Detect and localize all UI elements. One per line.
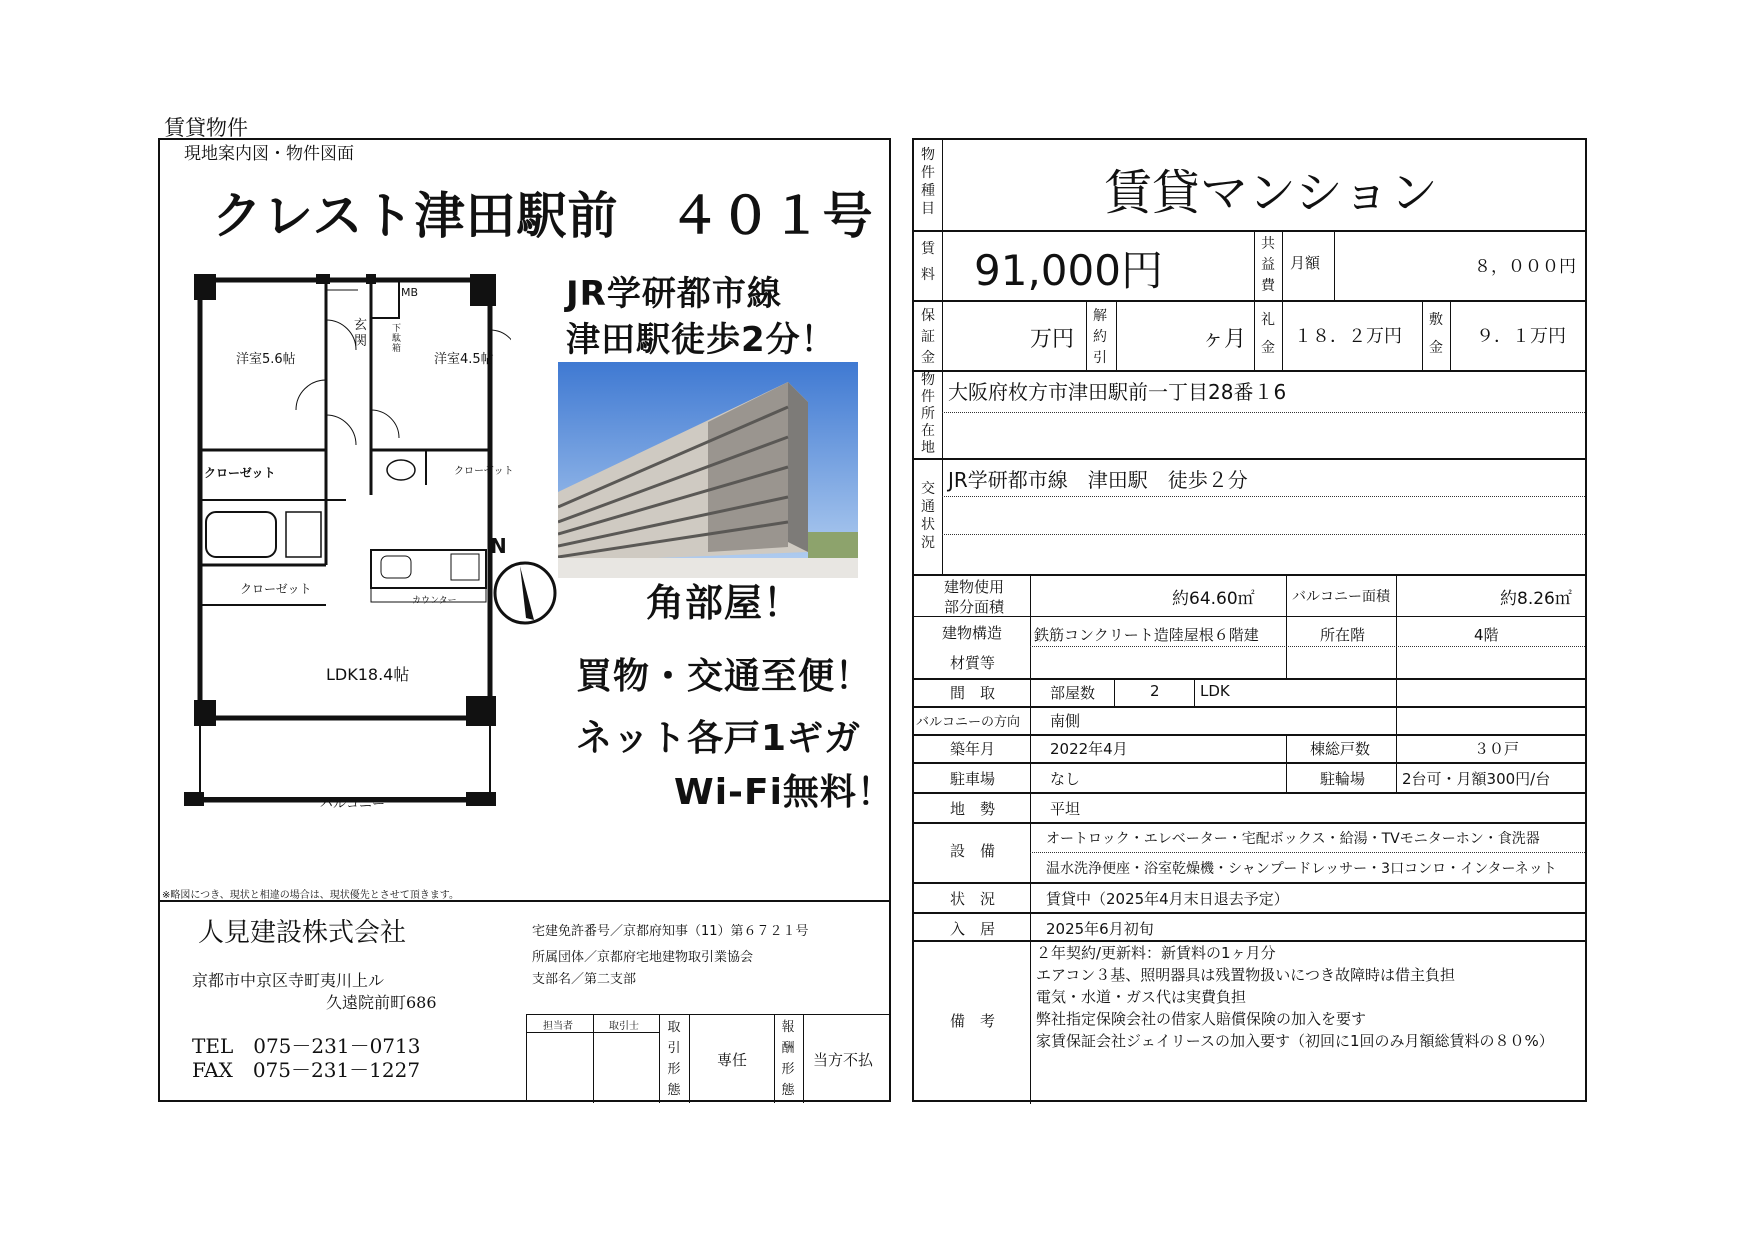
structure-label-1: 建物構造: [942, 624, 1003, 642]
deal-box: [526, 1014, 889, 1102]
status-label: 状 況: [950, 890, 996, 908]
promo-corner: 角部屋！: [646, 581, 803, 625]
transport-label: 交通状況: [921, 481, 935, 551]
room-mb: MB: [401, 286, 419, 299]
room-western-2: 洋室4.5帖: [434, 352, 494, 367]
promo-net-1: ネット各戸1ギガ: [576, 718, 862, 759]
company-address-1: 京都市中京区寺町夷川上ル: [192, 971, 385, 990]
type-label: 物件種目: [921, 147, 935, 217]
property-type: 賃貸マンション: [1104, 165, 1438, 221]
fee-label: 報酬形態: [781, 1020, 795, 1098]
floor-label: 所在階: [1320, 626, 1366, 644]
layout-type: LDK: [1200, 682, 1230, 700]
deposit-label: 保証金: [921, 308, 935, 366]
cancel-label: 解約引: [1093, 308, 1107, 366]
terrain: 平坦: [1050, 800, 1081, 818]
area-label-2: 部分面積: [944, 598, 1005, 616]
sub-label: 現地案内図・物件図面: [184, 144, 354, 164]
layout-label: 間 取: [950, 684, 996, 702]
left-panel: [158, 138, 894, 1102]
balcony-area: 約8.26㎡: [1500, 589, 1572, 609]
company-tel: TEL 075－231－0713: [192, 1034, 421, 1058]
promo-line-2: 津田駅徒歩2分！: [566, 320, 836, 360]
equipment-2: 温水洗浄便座・浴室乾燥機・シャンプードレッサー・3口コンロ・インターネット: [1046, 861, 1557, 877]
room-closet-1: クローゼット: [204, 466, 276, 480]
company-fax: FAX 075－231－1227: [192, 1058, 421, 1082]
key-money: １８．２万円: [1294, 326, 1402, 347]
room-closet-3: クローゼット: [240, 582, 312, 596]
promo-net-2: Wi-Fi無料！: [674, 772, 894, 813]
fee-type: 当方不払: [813, 1051, 874, 1069]
equipment-label: 設 備: [950, 842, 996, 860]
license-number: 宅建免許番号／京都府知事（11）第６７２１号: [532, 924, 809, 939]
direction-label: バルコニーの方向: [916, 715, 1021, 730]
status: 賃貸中（2025年4月末日退去予定）: [1046, 890, 1289, 908]
balcony-area-label: バルコニー面積: [1292, 589, 1390, 605]
room-ldk: LDK18.4帖: [326, 665, 410, 684]
remark-line: エアコン３基、照明器具は残置物扱いにつき故障時は借主負担: [1036, 966, 1455, 984]
remarks-label: 備 考: [950, 1012, 996, 1030]
detail-table: [912, 138, 1587, 1102]
company-address-2: 久遠院前町686: [326, 993, 437, 1012]
room-balcony: バルコニー: [320, 797, 386, 812]
category-label: 賃貸物件: [164, 116, 248, 140]
monthly-label: 月額: [1290, 254, 1321, 272]
address: 大阪府枚方市津田駅前一丁目28番１6: [948, 380, 1287, 404]
north-label: N: [490, 534, 507, 558]
rent: 91,000円: [974, 246, 1163, 295]
transaction-type-label: 取引形態: [667, 1020, 681, 1098]
common-fee-label: 共益費: [1261, 236, 1275, 294]
room-entrance: 玄関: [354, 318, 368, 349]
transaction-type: 専任: [717, 1051, 748, 1069]
bike-label: 駐輪場: [1320, 770, 1366, 788]
rooms-label: 部屋数: [1050, 684, 1096, 702]
remark-line: 家賃保証会社ジェイリースの加入要す（初回に1回のみ月額総賃料の８０%）: [1036, 1032, 1554, 1050]
area-label-1: 建物使用: [944, 578, 1005, 596]
direction: 南側: [1050, 712, 1081, 730]
built: 2022年4月: [1050, 740, 1128, 758]
rent-label: 賃料: [921, 241, 935, 283]
terrain-label: 地 勢: [950, 800, 996, 818]
company-footer: [160, 900, 889, 1100]
building-photo: [558, 362, 858, 578]
floor: 4階: [1474, 626, 1499, 644]
units-label: 棟総戸数: [1310, 740, 1371, 758]
area: 約64.60㎡: [1172, 589, 1255, 609]
equipment-1: オートロック・エレベーター・宅配ボックス・給湯・TVモニターホン・食洗器: [1046, 831, 1540, 847]
common-fee: ８，０００円: [1474, 257, 1576, 277]
promo-convenient: 買物・交通至便！: [576, 656, 873, 697]
property-title: クレスト津田駅前 ４０１号: [212, 187, 874, 245]
room-western-1: 洋室5.6帖: [236, 352, 296, 367]
room-closet-2: クローゼット: [454, 466, 514, 477]
structure: 鉄筋コンクリート造陸屋根６階建: [1034, 626, 1259, 644]
cancel: ヶ月: [1202, 327, 1247, 352]
rooms: 2: [1150, 682, 1160, 700]
move-in-label: 入 居: [950, 920, 996, 938]
agent-label: 取引士: [609, 1021, 639, 1032]
shikikin-label: 敷金: [1429, 312, 1443, 356]
floorplan-area: [160, 140, 894, 901]
floorplan-note: ※略図につき、現状と相違の場合は、現状優先とさせて頂きます。: [162, 890, 459, 901]
room-counter: カウンター: [412, 596, 457, 606]
remark-line: 電気・水道・ガス代は実費負担: [1036, 988, 1247, 1006]
branch: 支部名／第二支部: [532, 972, 637, 987]
remark-line: ２年契約/更新料：新賃料の1ヶ月分: [1036, 944, 1276, 962]
units: ３０戸: [1474, 740, 1520, 758]
staff-label: 担当者: [543, 1021, 573, 1032]
remark-line: 弊社指定保険会社の借家人賠償保険の加入を要す: [1036, 1010, 1367, 1028]
address-label: 物件所在地: [921, 372, 935, 456]
built-label: 築年月: [950, 740, 996, 758]
transport: JR学研都市線 津田駅 徒歩２分: [948, 468, 1248, 492]
shikikin: ９．１万円: [1476, 326, 1566, 347]
deposit: 万円: [1030, 327, 1075, 352]
company-name: 人見建設株式会社: [198, 918, 407, 948]
move-in: 2025年6月初旬: [1046, 920, 1154, 938]
compass-icon: [490, 558, 560, 628]
structure-label-2: 材質等: [950, 654, 996, 672]
key-money-label: 礼金: [1261, 312, 1275, 356]
bike: 2台可・月額300円/台: [1402, 770, 1551, 788]
parking-label: 駐車場: [950, 770, 996, 788]
room-shoebox: 下駄箱: [392, 324, 402, 354]
parking: なし: [1050, 770, 1081, 788]
promo-line-1: JR学研都市線: [566, 274, 782, 314]
association: 所属団体／京都府宅地建物取引業協会: [532, 950, 754, 965]
